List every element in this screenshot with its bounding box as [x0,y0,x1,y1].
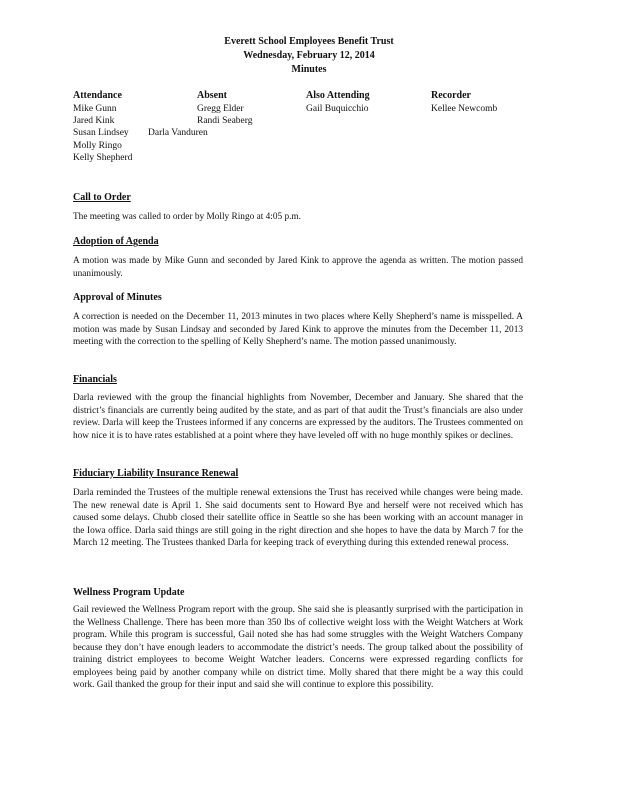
section-heading-call-to-order: Call to Order [73,192,131,203]
document-title: Everett School Employees Benefit Trust [224,36,394,47]
attendee-name: Susan Lindsey [73,128,129,138]
attendee-name: Darla Vanduren [148,128,208,138]
section-body-call-to-order: The meeting was called to order by Molly Ringo at 4:05 p.m. [73,212,301,222]
section-body-adoption-of-agenda: A motion was made by Mike Gunn and seconded by Jared Kink to approve the agenda as written. The motion passed unanimously. [73,256,523,279]
recorder-header: Recorder [431,90,471,101]
section-heading-financials: Financials [73,374,117,385]
section-heading-adoption-of-agenda: Adoption of Agenda [73,236,159,247]
section-body-approval-of-minutes: A correction is needed on the December 11, 2013 minutes in two places where Kelly Shepherd’s name is misspelled. A motion was made by Susan Lindsay and seconded by Jared Kink to approve the minutes from the December 11, 2013 meeting with the correction to the spelling of Kelly Shepherd’s name. The motion passed unanimously. [73,312,523,347]
absent-name: Gregg Elder [197,104,244,114]
section-body-fiduciary-liability-insurance-renewal: Darla reminded the Trustees of the multiple renewal extensions the Trust has received while changes were being made. The new renewal date is April 1. She said documents sent to Howard Bye and herself were not received which has caused some delays. Chubb closed their satellite office in Seattle so she has been working with an account manager in the Iowa office. Darla said things are still going in the right direction and she hopes to have the data by March 7 for the March 12 meeting. The Trustees thanked Darla for keeping track of everything during this extended renewal process. [73,488,523,548]
recorder-name: Kellee Newcomb [431,104,498,114]
attendee-name: Molly Ringo [73,141,122,151]
section-body-financials: Darla reviewed with the group the financial highlights from November, December and January. She shared that the district’s financials are currently being audited by the state, and as part of that audit the Trust’s financials are also under review. Darla will keep the Trustees informed if any concerns are expressed by the auditors. The Trustees commented on how nice it is to have rates established at a point where they have leveled off with no huge monthly spikes or declines. [73,393,523,441]
attendance-header: Attendance [73,90,122,101]
section-heading-approval-of-minutes: Approval of Minutes [73,292,162,303]
attendee-name: Jared Kink [73,116,115,126]
guest-name: Gail Buquicchio [306,104,369,114]
also-attending-header: Also Attending [306,90,370,101]
section-body-wellness-program-update: Gail reviewed the Wellness Program report with the group. She said she is pleasantly surprised with the participation in the Wellness Challenge. There has been more than 350 lbs of collective weight loss with the Weight Watchers at Work program. While this program is successful, Gail noted she has had some struggles with the Weight Watchers Company because they don’t have enough leaders to accommodate the district’s needs. The group talked about the possibility of training district employees to become Weight Watcher leaders. Concerns were expressed regarding conflicts for employees being paid by another company while on district time. Molly shared that there might be a way this could work. Gail thanked the group for their input and said she will continue to explore this possibility. [73,605,523,690]
attendee-name: Mike Gunn [73,104,117,114]
section-heading-fiduciary-liability-insurance-renewal: Fiduciary Liability Insurance Renewal [73,468,239,479]
absent-name: Randi Seaberg [197,116,253,126]
minutes-label: Minutes [291,64,327,75]
meeting-date: Wednesday, February 12, 2014 [243,50,375,61]
attendee-name: Kelly Shepherd [73,153,133,163]
section-heading-wellness-program-update: Wellness Program Update [73,587,185,598]
absent-header: Absent [197,90,228,101]
